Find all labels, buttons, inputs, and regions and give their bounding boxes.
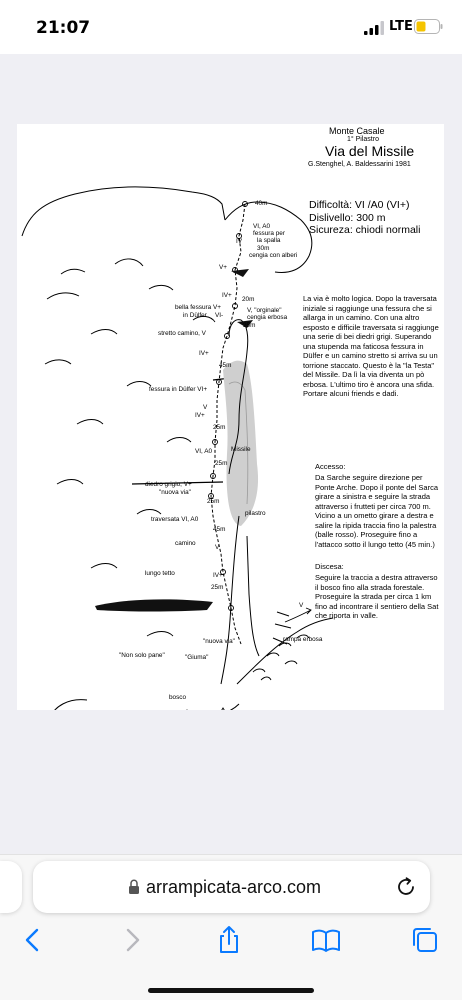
topo-label: "nuova via" [159, 489, 191, 496]
status-time: 21:07 [36, 18, 91, 38]
topo-label: 25m [207, 498, 220, 505]
browser-toolbar [0, 854, 462, 1000]
topo-label: V+ [219, 264, 227, 271]
topo-label: V [299, 602, 304, 609]
topo-label: bosco [169, 694, 187, 701]
topo-label: 45m [219, 362, 232, 369]
topo-label: IV+ [213, 572, 223, 579]
topo-label: IV+ [199, 350, 209, 357]
topo-label: diedro grigio, V+ [145, 481, 192, 488]
topo-route-name: Via del Missile [325, 143, 415, 159]
bookmarks-icon[interactable] [311, 925, 341, 955]
topo-label: Missile [231, 446, 251, 453]
topo-label: 40m [255, 200, 268, 207]
topo-label: traversata VI, A0 [151, 516, 199, 523]
topo-difficulty: Difficoltà: VI /A0 (VI+) [309, 199, 410, 211]
topo-label: lungo tetto [145, 570, 175, 577]
topo-label: camino [175, 540, 196, 547]
status-bar [0, 0, 462, 54]
share-icon[interactable] [214, 925, 244, 955]
battery-icon [414, 19, 443, 34]
topo-label: cengia erbosa [247, 314, 288, 321]
forward-icon[interactable] [117, 925, 147, 955]
topo-label: "Giuma" [185, 654, 209, 661]
topo-label: IV [236, 238, 243, 245]
topo-label: IV+ [222, 292, 232, 299]
signal-icon [364, 21, 386, 35]
reload-icon[interactable] [395, 876, 417, 898]
topo-label: "nuova via" [203, 638, 235, 645]
topo-label: 25m [215, 460, 228, 467]
topo-label: V [215, 544, 220, 551]
topo-massif: Monte Casale [329, 126, 385, 136]
topo-label: VI- [215, 312, 224, 319]
topo-label: V [203, 404, 208, 411]
topo-label: "Non solo pane" [119, 652, 165, 659]
back-icon[interactable] [18, 925, 48, 955]
topo-label: VI, A0 [195, 448, 213, 455]
topo-protection: Sicureza: chiodi normali [309, 224, 421, 237]
topo-label: 25m [211, 584, 224, 591]
topo-label: pilastro [245, 510, 266, 517]
topo-descent: Seguire la traccia a destra attraverso il bosco fino alla strada forestale. Proseguire la strada per circa 1 km fino ad incontrare il sentiero della Sat che riporta in valle. [315, 573, 439, 621]
topo-label: 45m [213, 526, 226, 533]
topo-access: Da Sarche seguire direzione per Ponte Arche. Dopo il ponte del Sarca girare a sinistra e seguire la strada attraverso i frutteti per circa 700 m. Vicino a un ometto girare a destra e salire la ripida traccia fino la palestra (balle rosso). Proseguire fino a l'attacco sotto il lungo tetto (45 min.) [315, 473, 438, 549]
topo-label: bella fessura V+ [175, 304, 222, 311]
address-bar[interactable] [33, 861, 430, 913]
topo-authors: G.Stenghel, A. Baldessarini 1981 [308, 161, 411, 168]
topo-access-title: Accesso: [315, 462, 346, 471]
web-page[interactable] [0, 54, 462, 854]
topo-grade-block [309, 199, 420, 237]
topo-label: V, "orginale" [247, 307, 282, 314]
topo-pillar: 1° Pilastro [347, 136, 379, 143]
topo-label: la spalla [257, 237, 281, 244]
topo-descent-title: Discesa: [315, 562, 344, 571]
topo-label: VI, A0 [253, 223, 271, 230]
topo-label: 30m [257, 245, 270, 252]
topo-label: cengia con alberi [249, 252, 298, 259]
topo-label: stretto camino, V [158, 330, 206, 337]
topo-label: fessura per [253, 230, 285, 237]
topo-height: Dislivello: 300 m [309, 211, 386, 224]
topo-label: rampa erbosa [283, 636, 323, 643]
topo-label: fessura in Dülfer VI+ [149, 386, 208, 393]
topo-label: in Dülfer [183, 312, 207, 319]
topo-label: 20m [242, 296, 255, 303]
url-text: arrampicata-arco.com [146, 877, 322, 897]
topo-label: 25m [213, 424, 226, 431]
previous-tab-preview[interactable] [0, 861, 22, 913]
topo-label: 25m [243, 322, 256, 329]
lock-icon [128, 879, 140, 895]
topo-description: La via è molto logica. Dopo la traversata iniziale si raggiunge una fessura che si allarga in un camino. Con una altro esposto e difficile traversata si raggiunge una serie di bei diedri grigi. Superando una stupenda ma faticosa fessura in Dülfer e un camino stretto si arriva su un torrione staccato. Questo è la "la Testa" del Missile. Da lì la via diventa un pò erbosa. L'ultimo tiro è ancora una sfida. Portare alcuni friends e dadi. [303, 294, 439, 399]
tabs-icon[interactable] [410, 925, 440, 955]
topo-label: IV+ [195, 412, 205, 419]
network-type: LTE [389, 19, 413, 34]
home-indicator [148, 988, 314, 993]
route-topo-image [17, 124, 444, 710]
